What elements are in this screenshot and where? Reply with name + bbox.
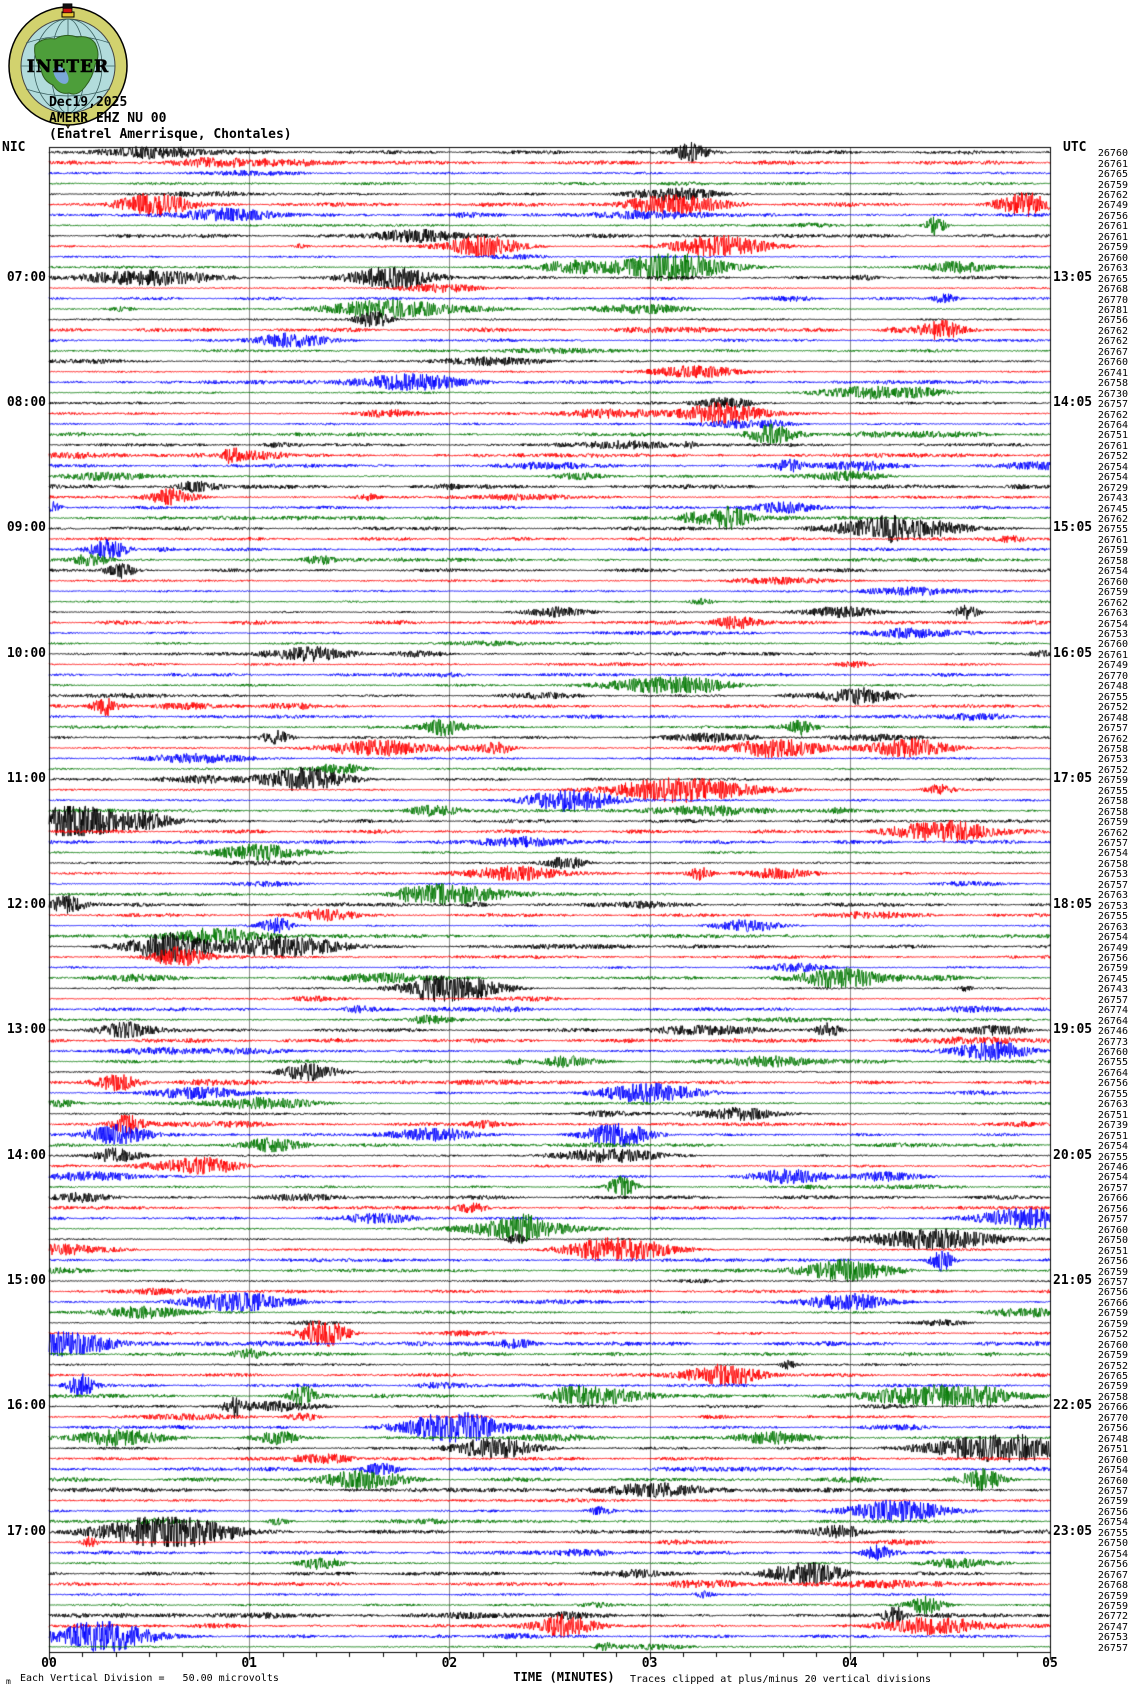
trace-count-label: 26755 [1097, 1527, 1128, 1539]
trace-count-label: 26754 [1097, 1172, 1128, 1184]
trace-count-label: 26750 [1097, 1235, 1128, 1247]
trace-count-label: 26774 [1097, 1005, 1128, 1017]
trace-count-label: 26755 [1097, 524, 1128, 536]
trace-count-label: 26739 [1097, 1120, 1128, 1132]
trace-count-label: 26746 [1097, 1026, 1128, 1038]
trace-count-label: 26758 [1097, 796, 1128, 808]
trace-count-label: 26760 [1097, 1475, 1128, 1487]
left-hour-label: 16:00 [6, 1398, 46, 1414]
trace-count-label: 26755 [1097, 691, 1128, 703]
x-tick-label: 00 [41, 1656, 57, 1671]
trace-count-label: 26754 [1097, 566, 1128, 578]
left-hour-label: 15:00 [6, 1272, 46, 1288]
trace-count-label: 26762 [1097, 336, 1128, 348]
trace-count-label: 26753 [1097, 869, 1128, 881]
trace-count-label: 26754 [1097, 1517, 1128, 1529]
right-hour-label: 22:05 [1053, 1398, 1093, 1414]
trace-count-label: 26758 [1097, 858, 1128, 870]
trace-count-label: 26743 [1097, 493, 1128, 505]
trace-count-label: 26759 [1097, 242, 1128, 254]
right-hour-label: 18:05 [1053, 896, 1093, 912]
right-hour-label: 21:05 [1053, 1272, 1093, 1288]
trace-count-label: 26770 [1097, 670, 1128, 682]
trace-count-label: 26763 [1097, 263, 1128, 275]
left-hour-label: 08:00 [6, 395, 46, 411]
right-hour-label: 13:05 [1053, 269, 1093, 285]
trace-count-label: 26764 [1097, 419, 1128, 431]
trace-count-label: 26756 [1097, 1203, 1128, 1215]
trace-count-label: 26757 [1097, 1276, 1128, 1288]
trace-count-label: 26755 [1097, 911, 1128, 923]
scale-mark: m [6, 1677, 11, 1686]
trace-count-label: 26748 [1097, 681, 1128, 693]
trace-count-label: 26752 [1097, 764, 1128, 776]
trace-count-label: 26743 [1097, 984, 1128, 996]
trace-count-label: 26759 [1097, 775, 1128, 787]
trace-count-label: 26760 [1097, 1224, 1128, 1236]
right-hour-label: 14:05 [1053, 395, 1093, 411]
trace-count-label: 26757 [1097, 994, 1128, 1006]
trace-count-label: 26751 [1097, 1109, 1128, 1121]
trace-count-label: 26748 [1097, 1433, 1128, 1445]
trace-count-label: 26756 [1097, 210, 1128, 222]
trace-count-label: 26760 [1097, 1454, 1128, 1466]
trace-count-label: 26752 [1097, 702, 1128, 714]
trace-count-label: 26759 [1097, 1600, 1128, 1612]
trace-count-label: 26759 [1097, 1308, 1128, 1320]
trace-count-label: 26762 [1097, 514, 1128, 526]
left-hour-label: 09:00 [6, 520, 46, 536]
trace-count-label: 26764 [1097, 1067, 1128, 1079]
trace-count-label: 26761 [1097, 231, 1128, 243]
trace-count-label: 26755 [1097, 785, 1128, 797]
left-hour-label: 10:00 [6, 645, 46, 661]
trace-count-label: 26757 [1097, 723, 1128, 735]
trace-count-label: 26762 [1097, 325, 1128, 337]
trace-count-label: 26758 [1097, 806, 1128, 818]
trace-count-label: 26759 [1097, 545, 1128, 557]
trace-count-label: 26760 [1097, 1047, 1128, 1059]
trace-count-label: 26749 [1097, 200, 1128, 212]
trace-count-label: 26757 [1097, 879, 1128, 891]
trace-count-label: 26759 [1097, 1496, 1128, 1508]
trace-count-label: 26761 [1097, 649, 1128, 661]
trace-count-label: 26762 [1097, 733, 1128, 745]
right-hour-label: 16:05 [1053, 645, 1093, 661]
trace-count-label: 26758 [1097, 743, 1128, 755]
trace-count-label: 26760 [1097, 639, 1128, 651]
trace-count-label: 26760 [1097, 357, 1128, 369]
trace-count-label: 26751 [1097, 1444, 1128, 1456]
trace-count-label: 26766 [1097, 1297, 1128, 1309]
trace-count-label: 26765 [1097, 1371, 1128, 1383]
trace-count-label: 26759 [1097, 1590, 1128, 1602]
time-axis-title: TIME (MINUTES) [513, 1670, 615, 1684]
vertical-scale-caption: Each Vertical Division = 50.00 microvolts [20, 1673, 279, 1684]
trace-count-label: 26759 [1097, 1381, 1128, 1393]
trace-count-label: 26757 [1097, 1182, 1128, 1194]
clipping-caption: Traces clipped at plus/minus 20 vertical divisions [630, 1674, 932, 1685]
trace-count-label: 26772 [1097, 1611, 1128, 1623]
trace-count-label: 26745 [1097, 503, 1128, 515]
trace-count-label: 26765 [1097, 273, 1128, 285]
x-tick-label: 02 [441, 1656, 458, 1671]
trace-count-label: 26756 [1097, 315, 1128, 327]
trace-count-label: 26758 [1097, 555, 1128, 567]
trace-count-label: 26761 [1097, 440, 1128, 452]
trace-count-label: 26759 [1097, 1266, 1128, 1278]
trace-count-label: 26754 [1097, 1465, 1128, 1477]
trace-count-label: 26766 [1097, 1402, 1128, 1414]
trace-count-label: 26757 [1097, 1642, 1128, 1654]
trace-count-label: 26757 [1097, 1486, 1128, 1497]
trace-count-label: 26755 [1097, 1151, 1128, 1163]
trace-count-label: 26768 [1097, 284, 1128, 296]
trace-count-label: 26760 [1097, 252, 1128, 264]
trace-count-label: 26765 [1097, 169, 1128, 181]
trace-count-label: 26760 [1097, 148, 1128, 160]
trace-count-label: 26763 [1097, 1099, 1128, 1111]
trace-count-label: 26760 [1097, 576, 1128, 588]
left-hour-label: 07:00 [6, 269, 46, 285]
trace-count-label: 26764 [1097, 1015, 1128, 1027]
trace-count-label: 26758 [1097, 1391, 1128, 1403]
left-hour-label: 14:00 [6, 1147, 46, 1163]
x-tick-label: 04 [841, 1656, 858, 1671]
trace-count-label: 26768 [1097, 1580, 1128, 1592]
trace-count-label: 26756 [1097, 1078, 1128, 1090]
trace-count-label: 26754 [1097, 618, 1128, 630]
trace-count-label: 26762 [1097, 597, 1128, 609]
trace-count-label: 26749 [1097, 942, 1128, 954]
trace-count-label: 26750 [1097, 1538, 1128, 1550]
trace-count-label: 26753 [1097, 900, 1128, 912]
left-hour-label: 12:00 [6, 896, 46, 912]
right-hour-label: 23:05 [1053, 1523, 1093, 1539]
trace-count-label: 26752 [1097, 451, 1128, 463]
left-hour-label: 17:00 [6, 1523, 46, 1539]
trace-count-label: 26754 [1097, 848, 1128, 860]
trace-count-label: 26755 [1097, 1088, 1128, 1100]
trace-count-label: 26752 [1097, 1360, 1128, 1372]
trace-count-label: 26754 [1097, 932, 1128, 944]
trace-count-label: 26751 [1097, 1130, 1128, 1142]
x-tick-label: 05 [1042, 1656, 1058, 1671]
trace-count-label: 26756 [1097, 1287, 1128, 1299]
left-hour-label: 13:00 [6, 1022, 46, 1038]
left-hour-label: 11:00 [6, 771, 46, 787]
trace-count-label: 26754 [1097, 472, 1128, 484]
trace-count-label: 26756 [1097, 1559, 1128, 1571]
trace-count-label: 26761 [1097, 221, 1128, 233]
trace-count-label: 26757 [1097, 1214, 1128, 1226]
trace-count-label: 26754 [1097, 1141, 1128, 1153]
trace-count-label: 26759 [1097, 179, 1128, 191]
trace-count-label: 26749 [1097, 660, 1128, 672]
trace-count-label: 26747 [1097, 1621, 1128, 1633]
trace-count-label: 26752 [1097, 1329, 1128, 1341]
trace-count-label: 26763 [1097, 608, 1128, 620]
trace-count-label: 26759 [1097, 587, 1128, 599]
trace-count-label: 26770 [1097, 1412, 1128, 1424]
trace-count-label: 26758 [1097, 378, 1128, 390]
trace-count-label: 26755 [1097, 1057, 1128, 1069]
trace-count-label: 26756 [1097, 1423, 1128, 1435]
trace-count-label: 26759 [1097, 1318, 1128, 1330]
trace-count-label: 26761 [1097, 158, 1128, 170]
trace-count-label: 26753 [1097, 754, 1128, 766]
trace-count-label: 26748 [1097, 712, 1128, 724]
trace-count-label: 26753 [1097, 628, 1128, 640]
trace-count-label: 26767 [1097, 1569, 1128, 1581]
trace-count-label: 26751 [1097, 1245, 1128, 1257]
trace-count-label: 26767 [1097, 346, 1128, 358]
trace-count-label: 26781 [1097, 304, 1128, 316]
right-hour-label: 15:05 [1053, 520, 1093, 536]
trace-count-label: 26754 [1097, 461, 1128, 473]
trace-count-label: 26751 [1097, 430, 1128, 442]
trace-count-label: 26766 [1097, 1193, 1128, 1205]
trace-count-label: 26753 [1097, 1632, 1128, 1644]
trace-count-label: 26759 [1097, 817, 1128, 829]
x-tick-label: 03 [641, 1656, 658, 1671]
trace-count-label: 26757 [1097, 399, 1128, 411]
trace-count-label: 26773 [1097, 1036, 1128, 1048]
right-hour-label: 19:05 [1053, 1022, 1093, 1038]
trace-count-label: 26746 [1097, 1162, 1128, 1173]
trace-count-label: 26741 [1097, 367, 1128, 379]
trace-count-label: 26729 [1097, 482, 1128, 494]
trace-count-label: 26763 [1097, 921, 1128, 933]
trace-count-label: 26756 [1097, 952, 1128, 964]
trace-count-label: 26730 [1097, 388, 1128, 400]
trace-count-label: 26745 [1097, 973, 1128, 985]
right-hour-label: 17:05 [1053, 771, 1093, 787]
trace-count-label: 26763 [1097, 890, 1128, 902]
trace-count-label: 26760 [1097, 1339, 1128, 1351]
trace-count-label: 26762 [1097, 827, 1128, 839]
trace-count-label: 26762 [1097, 409, 1128, 421]
right-hour-label: 20:05 [1053, 1147, 1093, 1163]
trace-count-label: 26754 [1097, 1548, 1128, 1560]
trace-count-label: 26759 [1097, 1350, 1128, 1362]
trace-count-label: 26759 [1097, 963, 1128, 975]
trace-count-label: 26761 [1097, 534, 1128, 546]
trace-count-label: 26762 [1097, 190, 1128, 202]
trace-count-label: 26757 [1097, 838, 1128, 850]
x-tick-label: 01 [241, 1656, 258, 1671]
trace-count-label: 26756 [1097, 1506, 1128, 1518]
trace-count-label: 26770 [1097, 294, 1128, 306]
trace-count-label: 26756 [1097, 1256, 1128, 1268]
